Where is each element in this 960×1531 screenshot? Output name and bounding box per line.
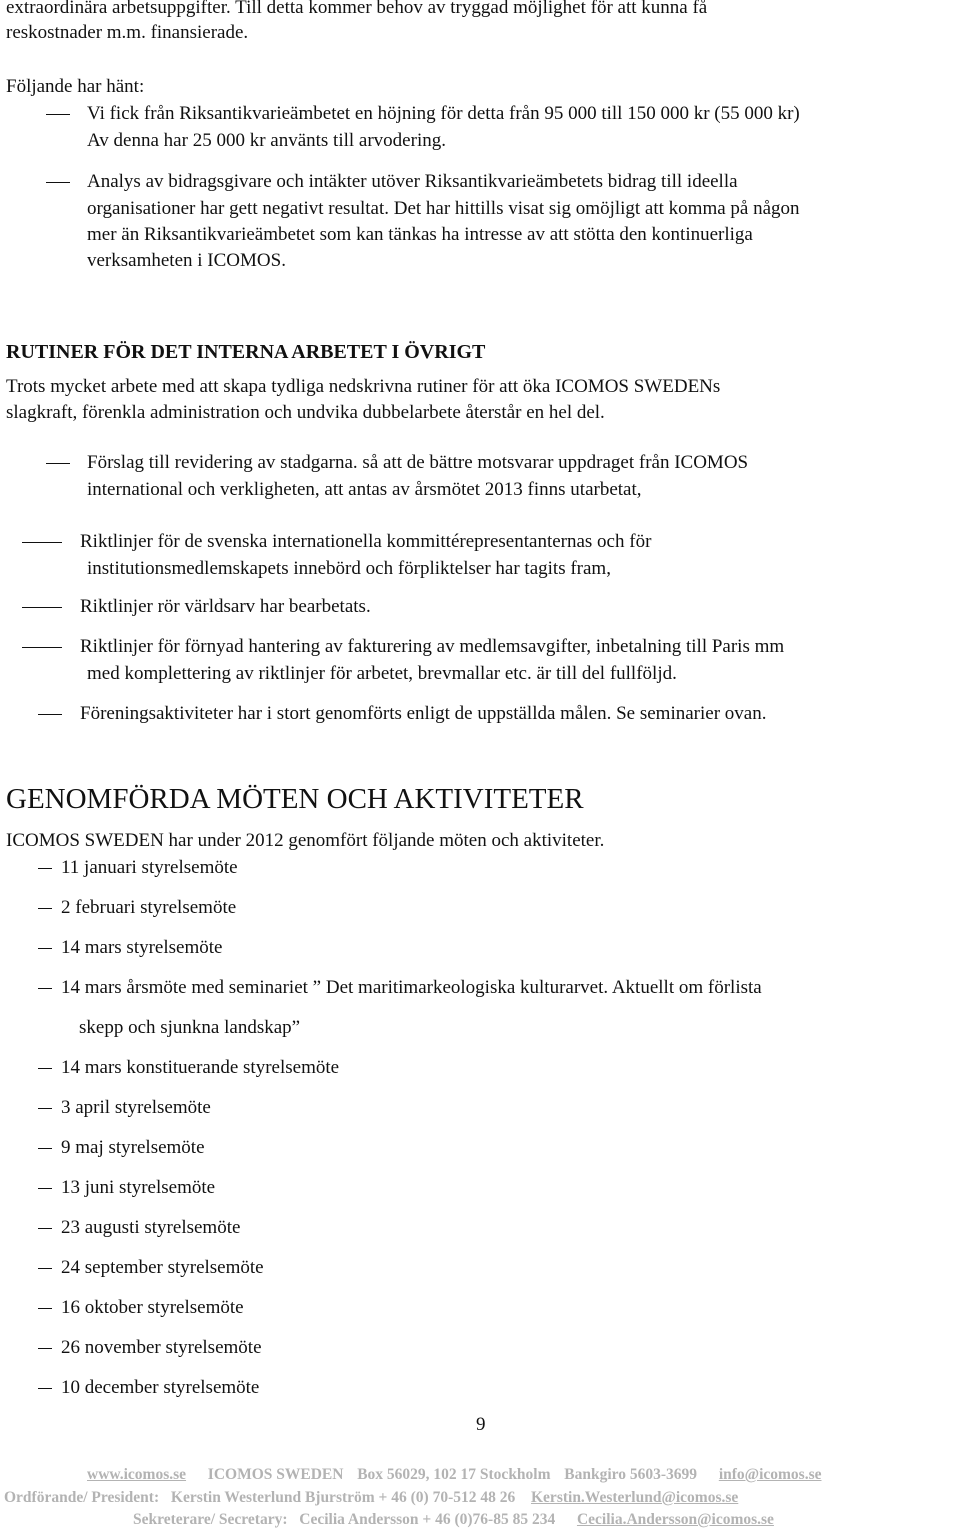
bullet-dash <box>22 542 62 543</box>
list-item: Vi fick från Riksantikvarieämbetet en höjning för detta från 95 000 till 150 000 kr (55 000 kr) <box>87 103 800 124</box>
footer-web-link[interactable]: www.icomos.se <box>87 1466 187 1483</box>
list-item: 3 april styrelsemöte <box>61 1097 211 1118</box>
bullet-dash <box>22 607 62 608</box>
bullet-dash <box>38 1308 52 1309</box>
list-item: Föreningsaktiviteter har i stort genomförts enligt de uppställda målen. Se seminarier ovan. <box>80 703 767 724</box>
text-line: reskostnader m.m. finansierade. <box>6 22 249 43</box>
list-item: Förslag till revidering av stadgarna. så att de bättre motsvarar uppdraget från ICOMOS <box>87 452 749 473</box>
section-heading: RUTINER FÖR DET INTERNA ARBETET I ÖVRIGT <box>6 341 486 363</box>
bullet-dash <box>38 868 52 869</box>
president-email-link[interactable]: Kerstin.Westerlund@icomos.se <box>531 1489 739 1506</box>
bullet-dash <box>46 182 70 183</box>
list-item: 26 november styrelsemöte <box>61 1337 262 1358</box>
list-item: 11 januari styrelsemöte <box>61 857 238 878</box>
list-item: 14 mars styrelsemöte <box>61 937 223 958</box>
bullet-dash <box>38 1388 52 1389</box>
bullet-dash <box>38 908 52 909</box>
footer-line <box>4 1489 738 1507</box>
list-item: 14 mars konstituerande styrelsemöte <box>61 1057 340 1078</box>
list-item-continuation: Av denna har 25 000 kr använts till arvodering. <box>87 130 446 151</box>
footer-email-link[interactable]: info@icomos.se <box>718 1466 822 1483</box>
footer-org: ICOMOS SWEDEN <box>207 1466 344 1483</box>
president-label: Ordförande/ President: <box>4 1489 160 1506</box>
list-item: 16 oktober styrelsemöte <box>61 1297 244 1318</box>
footer-bankgiro: Bankgiro 5603-3699 <box>564 1466 698 1483</box>
list-item-continuation: skepp och sjunkna landskap” <box>79 1017 301 1038</box>
secretary-info: Cecilia Andersson + 46 (0)76-85 85 234 <box>299 1511 556 1528</box>
bullet-dash <box>38 1148 52 1149</box>
footer-line <box>87 1466 822 1484</box>
bullet-dash <box>38 714 62 715</box>
list-item: Riktlinjer för förnyad hantering av fakturering av medlemsavgifter, inbetalning till Paris mm <box>80 636 785 657</box>
list-item-continuation: verksamheten i ICOMOS. <box>87 250 286 271</box>
list-item: 24 september styrelsemöte <box>61 1257 264 1278</box>
bullet-dash <box>38 1228 52 1229</box>
bullet-dash <box>22 647 62 648</box>
text-line: extraordinära arbetsuppgifter. Till detta kommer behov av tryggad möjlighet för att kunna få <box>6 0 708 18</box>
bullet-dash <box>46 114 70 115</box>
bullet-dash <box>38 1348 52 1349</box>
bullet-dash <box>38 1068 52 1069</box>
list-item: Riktlinjer för de svenska internationella kommittérepresentanternas och för <box>80 531 652 552</box>
list-item: 23 augusti styrelsemöte <box>61 1217 241 1238</box>
bullet-dash <box>38 1188 52 1189</box>
list-item-continuation: organisationer har gett negativt resultat. Det har hittills visat sig omöjligt att komma på någon <box>87 198 800 219</box>
secretary-label: Sekreterare/ Secretary: <box>133 1511 288 1528</box>
text-line: Trots mycket arbete med att skapa tydliga nedskrivna rutiner för att öka ICOMOS SWEDENs <box>6 376 721 397</box>
footer-address: Box 56029, 102 17 Stockholm <box>357 1466 551 1483</box>
text-line: ICOMOS SWEDEN har under 2012 genomfört följande möten och aktiviteter. <box>6 830 605 851</box>
list-item: 13 juni styrelsemöte <box>61 1177 216 1198</box>
list-item-continuation: mer än Riksantikvarieämbetet som kan tänkas ha intresse av att stötta den kontinuerliga <box>87 224 753 245</box>
bullet-dash <box>38 988 52 989</box>
list-item: Analys av bidragsgivare och intäkter utöver Riksantikvarieämbetets bidrag till ideella <box>87 171 738 192</box>
list-item: 14 mars årsmöte med seminariet ” Det maritimarkeologiska kulturarvet. Aktuellt om förlista <box>61 977 762 998</box>
text-line: Följande har hänt: <box>6 76 145 97</box>
page-number: 9 <box>476 1414 486 1435</box>
text-line: slagkraft, förenkla administration och undvika dubbelarbete återstår en hel del. <box>6 402 605 423</box>
list-item-continuation: international och verkligheten, att antas av årsmötet 2013 finns utarbetat, <box>87 479 642 500</box>
list-item: 9 maj styrelsemöte <box>61 1137 205 1158</box>
list-item: 10 december styrelsemöte <box>61 1377 260 1398</box>
footer-line <box>133 1511 774 1529</box>
list-item-continuation: med komplettering av riktlinjer för arbetet, brevmallar etc. är till del fullföljd. <box>87 663 677 684</box>
secretary-email-link[interactable]: Cecilia.Andersson@icomos.se <box>576 1511 774 1528</box>
list-item: Riktlinjer rör världsarv har bearbetats. <box>80 596 371 617</box>
list-item-continuation: institutionsmedlemskapets innebörd och förpliktelser har tagits fram, <box>87 558 611 579</box>
bullet-dash <box>38 1108 52 1109</box>
list-item: 2 februari styrelsemöte <box>61 897 237 918</box>
section-heading: GENOMFÖRDA MÖTEN OCH AKTIVITETER <box>6 783 584 815</box>
bullet-dash <box>46 463 70 464</box>
bullet-dash <box>38 948 52 949</box>
president-info: Kerstin Westerlund Bjurström + 46 (0) 70-512 48 26 <box>170 1489 516 1506</box>
bullet-dash <box>38 1268 52 1269</box>
